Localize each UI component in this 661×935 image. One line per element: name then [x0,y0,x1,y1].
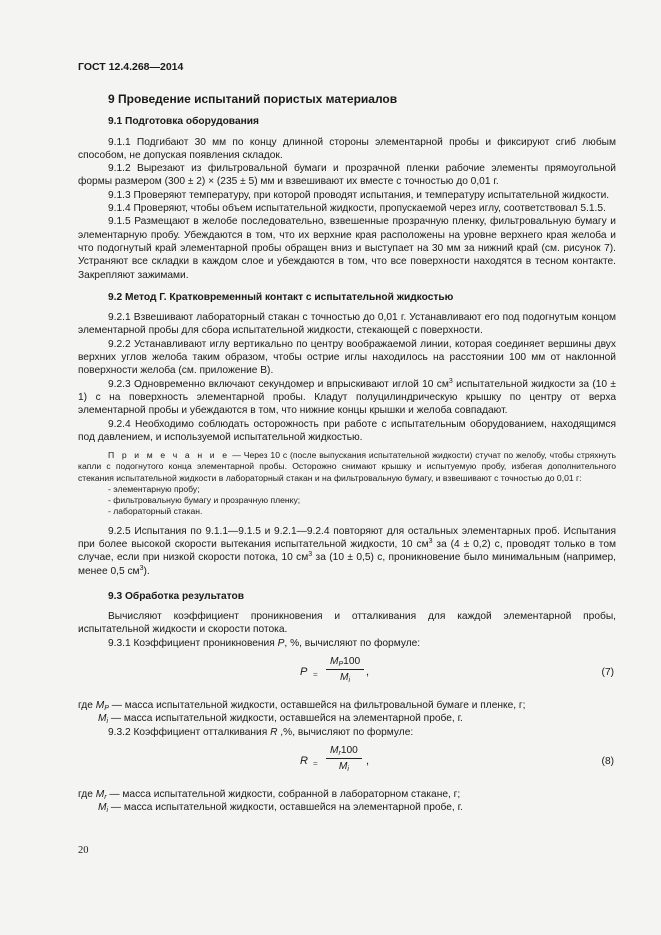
note-block: П р и м е ч а н и е — Через 10 с (после выпускания испытательной жидкости) стучат по желобу, чтобы стряхнуть капли с подогнутого конца элементарной пробы. Осторожно снимают крышку и испытуемую пробу, избегая дополнительного стекания испытательной жидкости в лабораторный стакан и на фильтровальную бумагу, и взвешивают с точностью до 0,01 г: [78,450,616,483]
note-list-item: - элементарную пробу; [108,483,200,494]
formula-8: R = $\frac{M_r100}{M_i}$ , (8) [300,744,614,774]
formula-number: (7) [601,667,614,678]
para-9-2-2: 9.2.2 Устанавливают иглу вертикально по центру воображаемой линии, которая соединяет вершины двух верхних углов желоба таким образом, чтобы острие иглы находилось на расстоянии 100 мм от наклонной поверхности желоба (см. приложение В). [78,338,616,377]
para-9-1-1: 9.1.1 Подгибают 30 мм по концу длинной стороны элементарной пробы и фиксируют сгиб любым способом, не допуская появления складок. [78,136,616,161]
para-9-2-4: 9.2.4 Необходимо соблюдать осторожность при работе с испытательным оборудованием, находящимся под давлением, и используемой испытательной жидкостью. [78,418,616,443]
standard-header: ГОСТ 12.4.268—2014 [78,61,184,73]
formula-number: (8) [601,755,614,767]
formula-fraction: $\frac{M_P100}{M_i}$ [326,655,364,685]
para-9-2-1: 9.2.1 Взвешивают лабораторный стакан с точностью до 0,01 г. Устанавливают его под подогнутым концом элементарной пробы для сбора испытательной жидкости, стекающей с поверхности. [78,312,616,337]
note-list-item: - фильтровальную бумагу и прозрачную пленку; [108,495,301,506]
note-list-item: - лабораторный стакан. [108,506,203,517]
formula-equals: = [313,758,318,768]
formula-7: P = $\frac{M_P100}{M_i}$ , (7) [300,656,614,685]
definition-line: $M_i$ — масса испытательной жидкости, оставшейся на элементарной пробе, г. [98,802,463,815]
definition-line: $M_i$ — масса испытательной жидкости, оставшейся на элементарной пробе, г. [98,713,463,726]
formula-fraction: $\frac{M_r100}{M_i}$ [326,744,362,774]
section-9-1-title: 9.1 Подготовка оборудования [108,116,259,128]
para-9-2-5: 9.2.5 Испытания по 9.1.1—9.1.5 и 9.2.1—9.2.4 повторяют для остальных элементарных проб. Испытания при более высокой скорости вытекания испытательной жидкости, 10 $см^3$ за (4 ± 0,2) с, проводят только в том случае, если при низкой скорости потока, 10 $см^3$ за (10 ± 0,5) с, проникновение было минимальным (например, менее 0,5 $см^3$). [78,525,616,577]
formula-equals: = [313,670,318,679]
page-content [78,88,616,814]
para-9-1-5: 9.1.5 Размещают в желобе последовательно, взвешенные прозрачную пленку, фильтровальную бумагу и элементарную пробу. Убеждаются в том, что их верхние края расположены на уровне верхнего края желоба и что подогнутый край элементарной пробы обращен вниз и выступает на 30 мм за нижний край (см. рисунок 7). Устраняют все складки в каждом слое и убеждаются в том, что все поверхности находятся в тесном контакте. Закрепляют зажимами. [78,216,616,281]
para-9-2-3: 9.2.3 Одновременно включают секундомер и впрыскивают иглой 10 $см^3$ испытательной жидкости за (10 ± 1) с на поверхность элементарной пробы. Кладут полуцилиндрическую крышку по центру от верха элементарной пробы и убеждаются в том, что нижние концы крышки и желоба совпадают. [78,377,617,417]
section-9-title: 9 Проведение испытаний пористых материалов [108,92,398,106]
formula-lhs: R [300,754,308,767]
para-9-1-2: 9.1.2 Вырезают из фильтровальной бумаги и прозрачной пленки рабочие элементы прямоугольной формы размером (300 ± 2) × (235 ± 5) мм и взвешивают их вместе с точностью до 0,01 г. [78,163,616,188]
para-9-1-4: 9.1.4 Проверяют, чтобы объем испытательной жидкости, пропускаемой через иглу, соответствовал 5.1.5. [108,203,606,215]
note-label: П р и м е ч а н и е [108,450,230,461]
definition-line: где $M_P$ — масса испытательной жидкости, оставшейся на фильтровальной бумаге и пленке, г; [78,700,526,712]
page-number: 20 [78,845,89,856]
section-9-2-title: 9.2 Метод Г. Кратковременный контакт с испытательной жидкостью [108,291,454,303]
para-9-1-3: 9.1.3 Проверяют температуру, при которой проводят испытания, и температуру испытательной жидкости. [108,189,610,201]
para-9-3-1: 9.3.1 Коэффициент проникновения P, %, вычисляют по формуле: [108,637,421,649]
para-9-3-intro: Вычисляют коэффициент проникновения и отталкивания для каждой элементарной пробы, испытательной жидкости и скорости потока. [78,611,616,636]
definition-line: где $M_r$ — масса испытательной жидкости, собранной в лабораторном стакане, г; [78,788,461,801]
section-9-3-title: 9.3 Обработка результатов [108,590,245,602]
formula-lhs: P [300,666,308,678]
para-9-3-2: 9.3.2 Коэффициент отталкивания R ,%, вычисляют по формуле: [108,726,414,738]
